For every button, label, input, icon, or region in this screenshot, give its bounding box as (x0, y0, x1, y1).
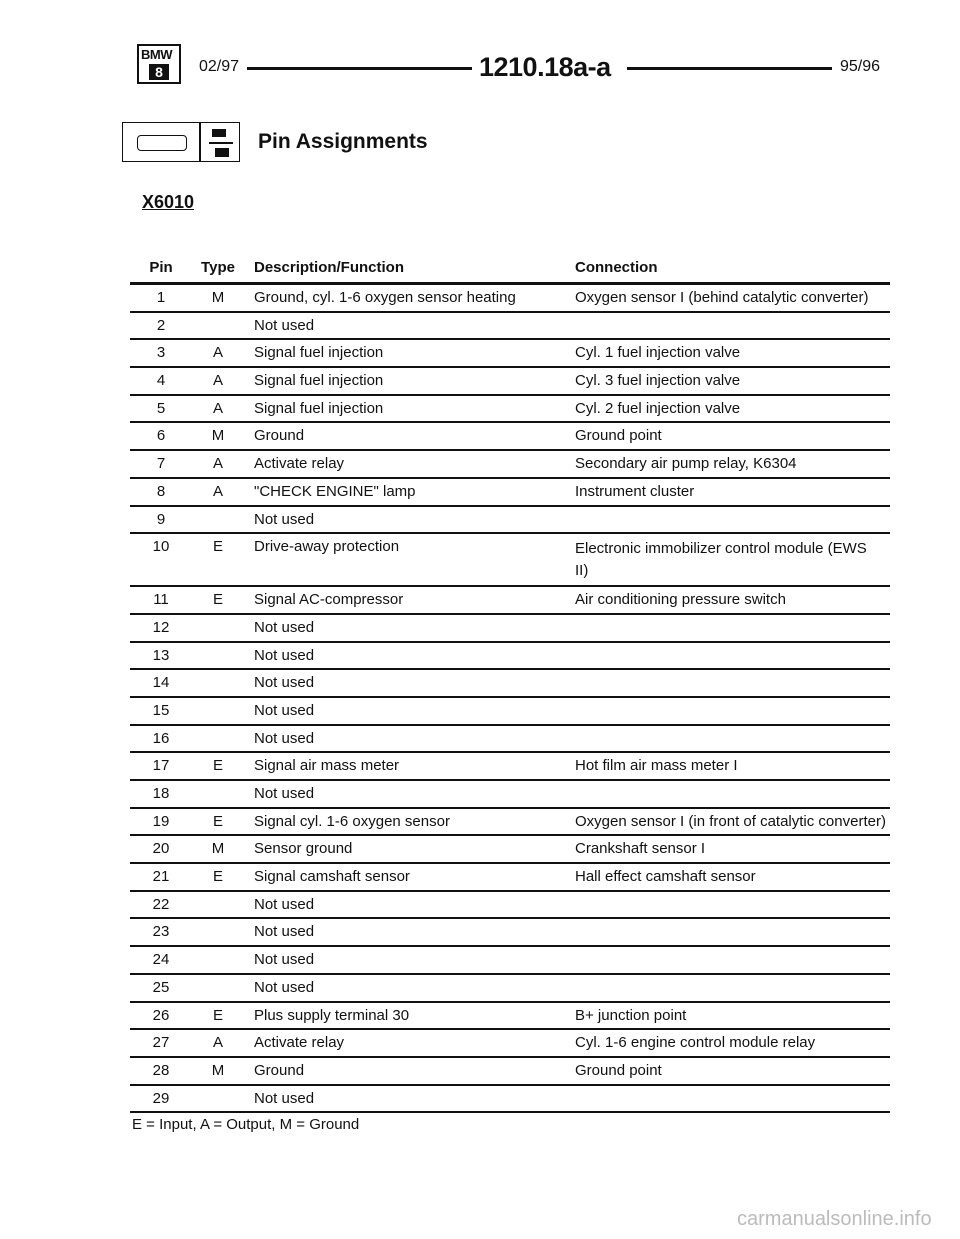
description-cell: Signal air mass meter (254, 757, 400, 775)
description-cell: Signal fuel injection (254, 344, 384, 362)
pin-cell: 18 (152, 785, 170, 802)
watermark: carmanualsonline.info (737, 1208, 932, 1230)
header-connection: Connection (575, 259, 658, 276)
description-cell: Signal fuel injection (254, 399, 384, 417)
description-cell: Signal fuel injection (254, 372, 384, 390)
description-cell: Sensor ground (254, 840, 353, 858)
table-row (130, 1058, 890, 1086)
pin-table (130, 255, 890, 1113)
connection-cell: Ground point (575, 427, 662, 445)
table-row (130, 726, 890, 754)
description-cell: Not used (254, 510, 315, 528)
description-cell: Not used (254, 951, 315, 969)
pin-cell: 21 (152, 868, 170, 886)
bmw-8-logo-icon (137, 44, 181, 84)
pin-cell: 27 (152, 1034, 170, 1052)
pin-cell: 16 (152, 729, 170, 747)
connection-cell: Oxygen sensor I (in front of catalytic converter) (575, 812, 886, 830)
table-row (130, 451, 890, 479)
description-cell: Activate relay (254, 455, 345, 473)
connection-cell: B+ junction point (575, 1006, 687, 1024)
description-cell: Not used (254, 316, 315, 334)
connection-cell: Cyl. 3 fuel injection valve (575, 372, 741, 390)
type-cell: A (212, 455, 223, 473)
description-cell: Not used (254, 785, 315, 802)
section-title: Pin Assignments (258, 130, 428, 153)
pin-cell: 25 (152, 978, 170, 996)
description-cell: Not used (254, 1089, 315, 1107)
type-cell: E (212, 1006, 223, 1024)
pin-cell: 10 (152, 538, 170, 556)
type-cell: A (212, 399, 223, 417)
description-cell: "CHECK ENGINE" lamp (254, 482, 416, 500)
table-row (130, 836, 890, 864)
description-cell: Signal AC-compressor (254, 591, 404, 609)
description-cell: Not used (254, 646, 315, 664)
connection-cell: Instrument cluster (575, 482, 695, 500)
pin-cell: 11 (153, 591, 169, 609)
type-cell: E (212, 812, 223, 830)
description-cell: Ground (254, 1061, 305, 1079)
description-cell: Not used (254, 978, 315, 996)
description-cell: Not used (254, 729, 315, 747)
header-rule-right (627, 67, 832, 70)
pin-cell: 26 (152, 1006, 170, 1024)
table-row (130, 698, 890, 726)
connection-cell: Hot film air mass meter I (575, 757, 738, 775)
type-cell: E (212, 591, 223, 609)
pin-cell: 15 (152, 701, 170, 719)
connection-cell: Ground point (575, 1061, 662, 1079)
connection-cell: Cyl. 1-6 engine control module relay (575, 1034, 816, 1052)
connection-cell: Cyl. 1 fuel injection valve (575, 344, 741, 362)
table-row (130, 1030, 890, 1058)
pin-cell: 29 (152, 1089, 170, 1107)
table-row (130, 396, 890, 424)
connection-cell: Oxygen sensor I (behind catalytic converter) (575, 289, 869, 306)
description-cell: Not used (254, 923, 315, 941)
pin-cell: 8 (156, 482, 166, 500)
table-row (130, 615, 890, 643)
type-cell: E (212, 868, 223, 886)
pin-cell: 24 (152, 951, 170, 969)
description-cell: Drive-away protection (254, 538, 400, 556)
description-cell: Not used (254, 895, 315, 913)
table-row (130, 892, 890, 920)
table-row (130, 643, 890, 671)
pin-cell: 2 (156, 316, 166, 334)
header-pin: Pin (149, 259, 173, 276)
table-row (130, 423, 890, 451)
header-model-years: 95/96 (840, 58, 881, 75)
document-code: 1210.18a-a (479, 52, 611, 82)
pin-cell: 1 (156, 289, 166, 306)
connection-cell: Hall effect camshaft sensor (575, 868, 756, 886)
table-row (130, 947, 890, 975)
table-row (130, 534, 890, 587)
type-cell: E (212, 757, 223, 775)
table-body (130, 285, 890, 1113)
connector-id: X6010 (142, 192, 195, 212)
pin-cell: 3 (156, 344, 166, 362)
type-cell: M (211, 289, 225, 306)
description-cell: Plus supply terminal 30 (254, 1006, 410, 1024)
type-cell: E (212, 538, 223, 556)
connection-cell: Secondary air pump relay, K6304 (575, 455, 797, 473)
connection-cell: Air conditioning pressure switch (575, 591, 786, 609)
type-cell: A (212, 1034, 223, 1052)
table-row (130, 340, 890, 368)
table-row (130, 975, 890, 1003)
pin-cell: 7 (156, 455, 166, 473)
table-row (130, 919, 890, 947)
table-row (130, 587, 890, 615)
table-row (130, 864, 890, 892)
connection-cell: Cyl. 2 fuel injection valve (575, 399, 741, 417)
table-row (130, 781, 890, 809)
logo-bottom-text: 8 (149, 64, 169, 80)
table-row (130, 670, 890, 698)
page-header (137, 44, 881, 86)
type-cell: M (211, 1061, 225, 1079)
pin-cell: 23 (152, 923, 170, 941)
logo-top-text: BMW (141, 47, 172, 62)
legend: E = Input, A = Output, M = Ground (132, 1116, 360, 1133)
type-cell: M (211, 427, 225, 445)
description-cell: Signal cyl. 1-6 oxygen sensor (254, 812, 450, 830)
table-row (130, 368, 890, 396)
table-row (130, 1086, 890, 1114)
connection-cell: Electronic immobilizer control module (EWS II) (575, 540, 867, 580)
pin-cell: 5 (156, 399, 166, 417)
description-cell: Not used (254, 674, 315, 692)
type-cell: A (212, 344, 223, 362)
description-cell: Signal camshaft sensor (254, 868, 410, 886)
pin-cell: 22 (152, 895, 170, 913)
header-type: Type (201, 259, 235, 276)
table-row (130, 285, 890, 313)
pin-assignment-icon (200, 122, 240, 162)
connector-icon (122, 122, 200, 162)
pin-cell: 14 (152, 674, 170, 692)
table-row (130, 313, 890, 341)
pin-cell: 13 (152, 646, 170, 664)
header-rule-left (247, 67, 472, 70)
pin-cell: 12 (152, 618, 170, 636)
table-row (130, 479, 890, 507)
type-cell: A (212, 372, 223, 390)
table-row (130, 753, 890, 781)
type-cell: M (211, 840, 225, 858)
header-description: Description/Function (254, 259, 404, 276)
pin-cell: 20 (152, 840, 170, 858)
description-cell: Activate relay (254, 1034, 345, 1052)
connection-cell: Crankshaft sensor I (575, 840, 706, 858)
pin-cell: 4 (156, 372, 166, 390)
header-date: 02/97 (199, 58, 240, 75)
table-header (130, 255, 890, 285)
pin-cell: 6 (156, 427, 166, 445)
description-cell: Ground, cyl. 1-6 oxygen sensor heating (254, 289, 516, 306)
table-row (130, 1003, 890, 1031)
type-cell: A (212, 482, 223, 500)
pin-cell: 9 (156, 510, 166, 528)
pin-cell: 19 (152, 812, 170, 830)
description-cell: Not used (254, 701, 315, 719)
table-row (130, 809, 890, 837)
pin-cell: 28 (152, 1061, 170, 1079)
description-cell: Ground (254, 427, 305, 445)
pin-cell: 17 (152, 757, 170, 775)
table-row (130, 507, 890, 535)
description-cell: Not used (254, 618, 315, 636)
